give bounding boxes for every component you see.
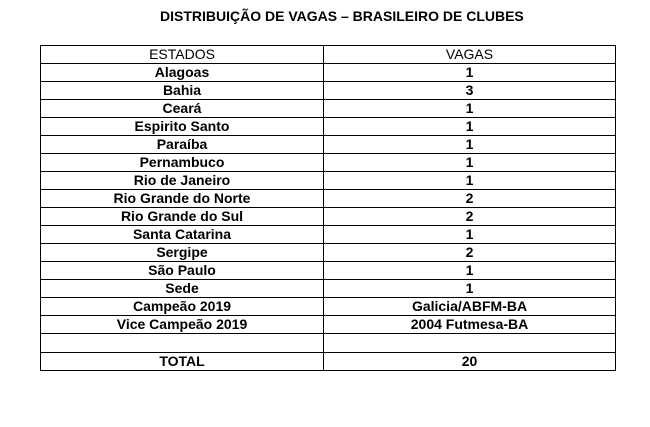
document-title: DISTRIBUIÇÃO DE VAGAS – BRASILEIRO DE CLUBES [160,8,524,24]
table-row [41,280,616,298]
table-row [41,82,616,100]
estado-cell: Rio de Janeiro [41,172,324,190]
vagas-cell: 2 [324,190,616,208]
table-row [41,226,616,244]
total-value: 20 [324,353,616,371]
vagas-cell: 1 [324,118,616,136]
table-row [41,298,616,316]
vagas-cell: 1 [324,100,616,118]
estado-cell: Sergipe [41,244,324,262]
table-row [41,208,616,226]
vagas-cell: 1 [324,280,616,298]
table-row [41,100,616,118]
vagas-cell: 1 [324,136,616,154]
table-row [41,118,616,136]
estado-cell: Pernambuco [41,154,324,172]
table-row [41,190,616,208]
estado-cell: Campeão 2019 [41,298,324,316]
estado-cell: Vice Campeão 2019 [41,316,324,334]
header-estados: ESTADOS [41,46,324,64]
estado-cell: Rio Grande do Sul [41,208,324,226]
table-row [41,136,616,154]
vagas-cell: 1 [324,226,616,244]
vagas-cell: 1 [324,262,616,280]
estado-cell: Santa Catarina [41,226,324,244]
vagas-cell: 1 [324,64,616,82]
estado-cell: Ceará [41,100,324,118]
table-row [41,316,616,334]
estado-cell: Alagoas [41,64,324,82]
vagas-cell: 2 [324,244,616,262]
vagas-cell: 1 [324,154,616,172]
total-label: TOTAL [41,353,324,371]
table-row [41,244,616,262]
table-row [41,262,616,280]
estado-cell: São Paulo [41,262,324,280]
estado-cell: Paraíba [41,136,324,154]
table-header-row [41,46,616,64]
total-row [41,353,616,371]
estado-cell: Bahia [41,82,324,100]
blank-cell [41,334,324,353]
vagas-cell: 2 [324,208,616,226]
estado-cell: Espirito Santo [41,118,324,136]
header-vagas: VAGAS [324,46,616,64]
estado-cell: Sede [41,280,324,298]
table-row [41,154,616,172]
blank-row [41,334,616,353]
vagas-cell: 3 [324,82,616,100]
vagas-cell: 2004 Futmesa-BA [324,316,616,334]
table-row [41,172,616,190]
vagas-cell: Galicia/ABFM-BA [324,298,616,316]
vagas-table [40,45,616,371]
table-row [41,64,616,82]
estado-cell: Rio Grande do Norte [41,190,324,208]
blank-cell [324,334,616,353]
vagas-cell: 1 [324,172,616,190]
